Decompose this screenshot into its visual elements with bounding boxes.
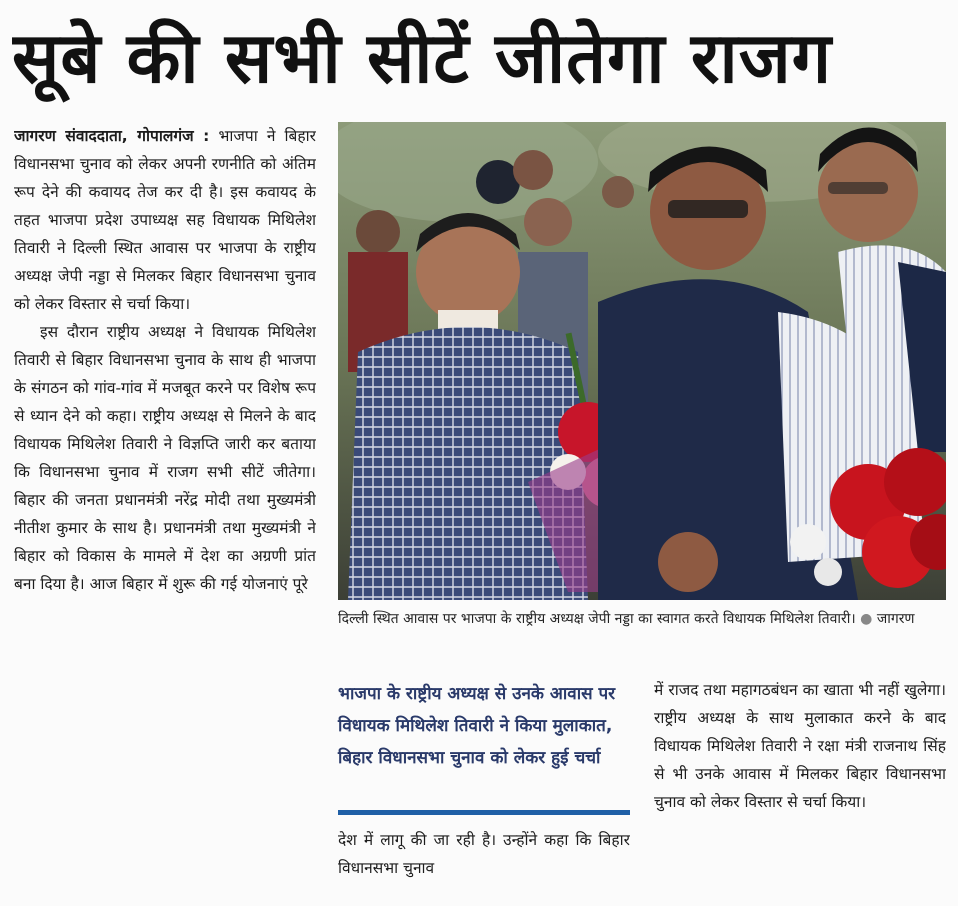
byline: जागरण संवाददाता, गोपालगंज : — [14, 127, 210, 145]
pull-quote-rule — [338, 810, 630, 815]
column-3-text: में राजद तथा महागठबंधन का खाता भी नहीं खुलेगा। राष्ट्रीय अध्यक्ष के साथ मुलाकात करने के बाद विधायक मिथिलेश तिवारी ने रक्षा मंत्री राजनाथ सिंह से भी उनके आवास में मिलकर बिहार विधानसभा चुनाव को लेकर विस्तार से चर्चा किया। — [654, 681, 946, 811]
article-paragraph-1 — [14, 122, 316, 318]
article-column-1 — [14, 122, 316, 900]
column-2-text: देश में लागू की जा रही है। उन्होंने कहा कि बिहार विधानसभा चुनाव — [338, 831, 630, 877]
caption-text: दिल्ली स्थित आवास पर भाजपा के राष्ट्रीय अध्यक्ष जेपी नड्डा का स्वागत करते विधायक मिथिलेश तिवारी। — [338, 611, 856, 627]
credit-dot-icon: ● — [860, 611, 873, 627]
photo-caption — [338, 606, 946, 664]
headline: सूबे की सभी सीटें जीतेगा राजग — [12, 17, 833, 99]
photo-illustration — [338, 122, 946, 600]
article-column-2 — [338, 826, 630, 900]
pull-quote: भाजपा के राष्ट्रीय अध्यक्ष से उनके आवास पर विधायक मिथिलेश तिवारी ने किया मुलाकात, बिहार विधानसभा चुनाव को लेकर हुई चर्चा — [338, 684, 616, 768]
photo-credit: जागरण — [876, 611, 915, 627]
article-column-3 — [654, 676, 946, 900]
news-photo — [338, 122, 946, 600]
paragraph-1-text: भाजपा ने बिहार विधानसभा चुनाव को लेकर अपनी रणनीति को अंतिम रूप देने की कवायद तेज कर दी है। इस कवायद के तहत भाजपा प्रदेश उपाध्यक्ष सह विधायक मिथिलेश तिवारी ने दिल्ली स्थित आवास पर भाजपा के राष्ट्रीय अध्यक्ष जेपी नड्डा से मिलकर बिहार विधानसभा चुनाव को लेकर विस्तार से चर्चा किया। — [14, 127, 316, 313]
article-paragraph-2: इस दौरान राष्ट्रीय अध्यक्ष ने विधायक मिथिलेश तिवारी से बिहार विधानसभा चुनाव के साथ ही भाजपा के संगठन को गांव-गांव में मजबूत करने पर विशेष रूप से ध्यान देने को कहा। राष्ट्रीय अध्यक्ष से मिलने के बाद विधायक मिथिलेश तिवारी ने विज्ञप्ति जारी कर बताया कि विधानसभा चुनाव में राजग सभी सीटें जीतेगा। बिहार की जनता प्रधानमंत्री नरेंद्र मोदी तथा मुख्यमंत्री नीतीश कुमार के साथ है। प्रधानमंत्री तथा मुख्यमंत्री ने बिहार को विकास के मामले में देश का अग्रणी प्रांत बना दिया है। आज बिहार में शुरू की गई योजनाएं पूरे — [14, 323, 316, 593]
